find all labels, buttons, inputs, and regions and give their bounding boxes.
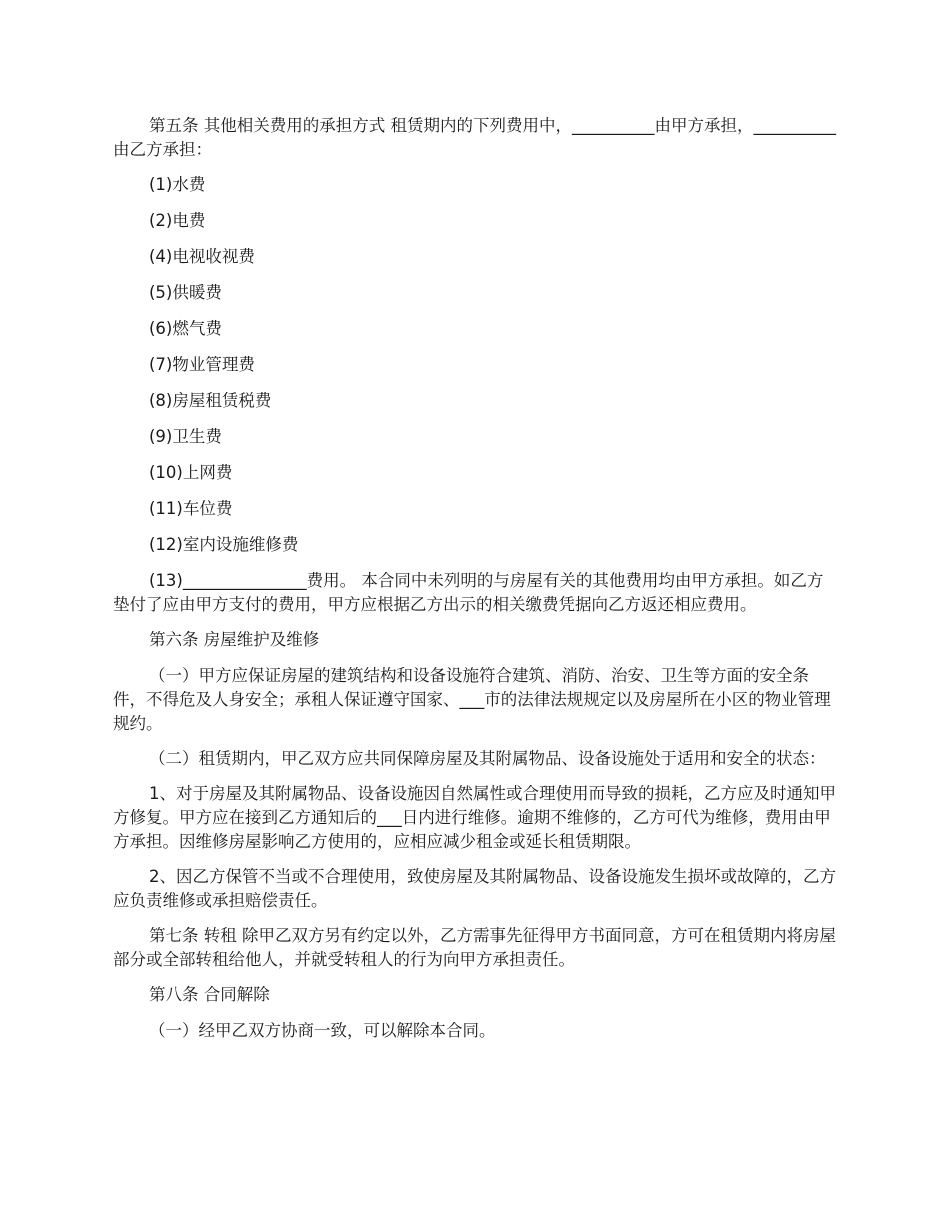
fee-item-2: (2)电费 (149, 211, 206, 230)
article-6-clause-2: （二）租赁期内，甲乙双方应共同保障房屋及其附属物品、设备设施处于适用和安全的状态： (149, 749, 826, 768)
fee-item-9: (9)卫生费 (149, 427, 222, 446)
article-6-clause-1: （一）甲方应保证房屋的建筑结构和设备设施符合建筑、消防、治安、卫生等方面的安全条件，不得危及人身安全；承租人保证遵守国家、___市的法律法规规定以及房屋所在小区的物业管理规约。 (113, 666, 831, 733)
document-body (113, 114, 838, 1054)
fee-item-5: (5)供暖费 (149, 283, 222, 302)
article-6-heading: 第六条 房屋维护及维修 (149, 630, 320, 649)
article-6-clause-2-item-2: 2、因乙方保管不当或不合理使用，致使房屋及其附属物品、设备设施发生损坏或故障的，乙方应负责维修或承担赔偿责任。 (113, 867, 836, 910)
fee-item-1: (1)水费 (149, 175, 206, 194)
article-6-clause-2-item-1: 1、对于房屋及其附属物品、设备设施因自然属性或合理使用而导致的损耗，乙方应及时通知甲方修复。甲方应在接到乙方通知后的___日内进行维修。逾期不维修的，乙方可代为维修，费用由甲方承担。因维修房屋影响乙方使用的，应相应减少租金或延长租赁期限。 (113, 784, 836, 851)
fee-item-13: (13)_______________费用。 本合同中未列明的与房屋有关的其他费用均由甲方承担。如乙方垫付了应由甲方支付的费用，甲方应根据乙方出示的相关缴费凭据向乙方返还相应费用。 (113, 571, 824, 614)
fee-item-7: (7)物业管理费 (149, 355, 255, 374)
article-8-heading: 第八条 合同解除 (149, 985, 270, 1004)
article-7-text: 第七条 转租 除甲乙双方另有约定以外，乙方需事先征得甲方书面同意，方可在租赁期内将房屋部分或全部转租给他人，并就受转租人的行为向甲方承担责任。 (113, 926, 836, 969)
fee-item-11: (11)车位费 (149, 499, 233, 518)
fee-item-10: (10)上网费 (149, 463, 233, 482)
fee-item-8: (8)房屋租赁税费 (149, 391, 272, 410)
fee-item-12: (12)室内设施维修费 (149, 535, 299, 554)
fee-item-6: (6)燃气费 (149, 319, 222, 338)
fee-item-4: (4)电视收视费 (149, 247, 255, 266)
article-5-text: 第五条 其他相关费用的承担方式 租赁期内的下列费用中，__________由甲方承担，__________由乙方承担： (113, 116, 836, 159)
article-8-clause-1: （一）经甲乙双方协商一致，可以解除本合同。 (149, 1021, 496, 1040)
